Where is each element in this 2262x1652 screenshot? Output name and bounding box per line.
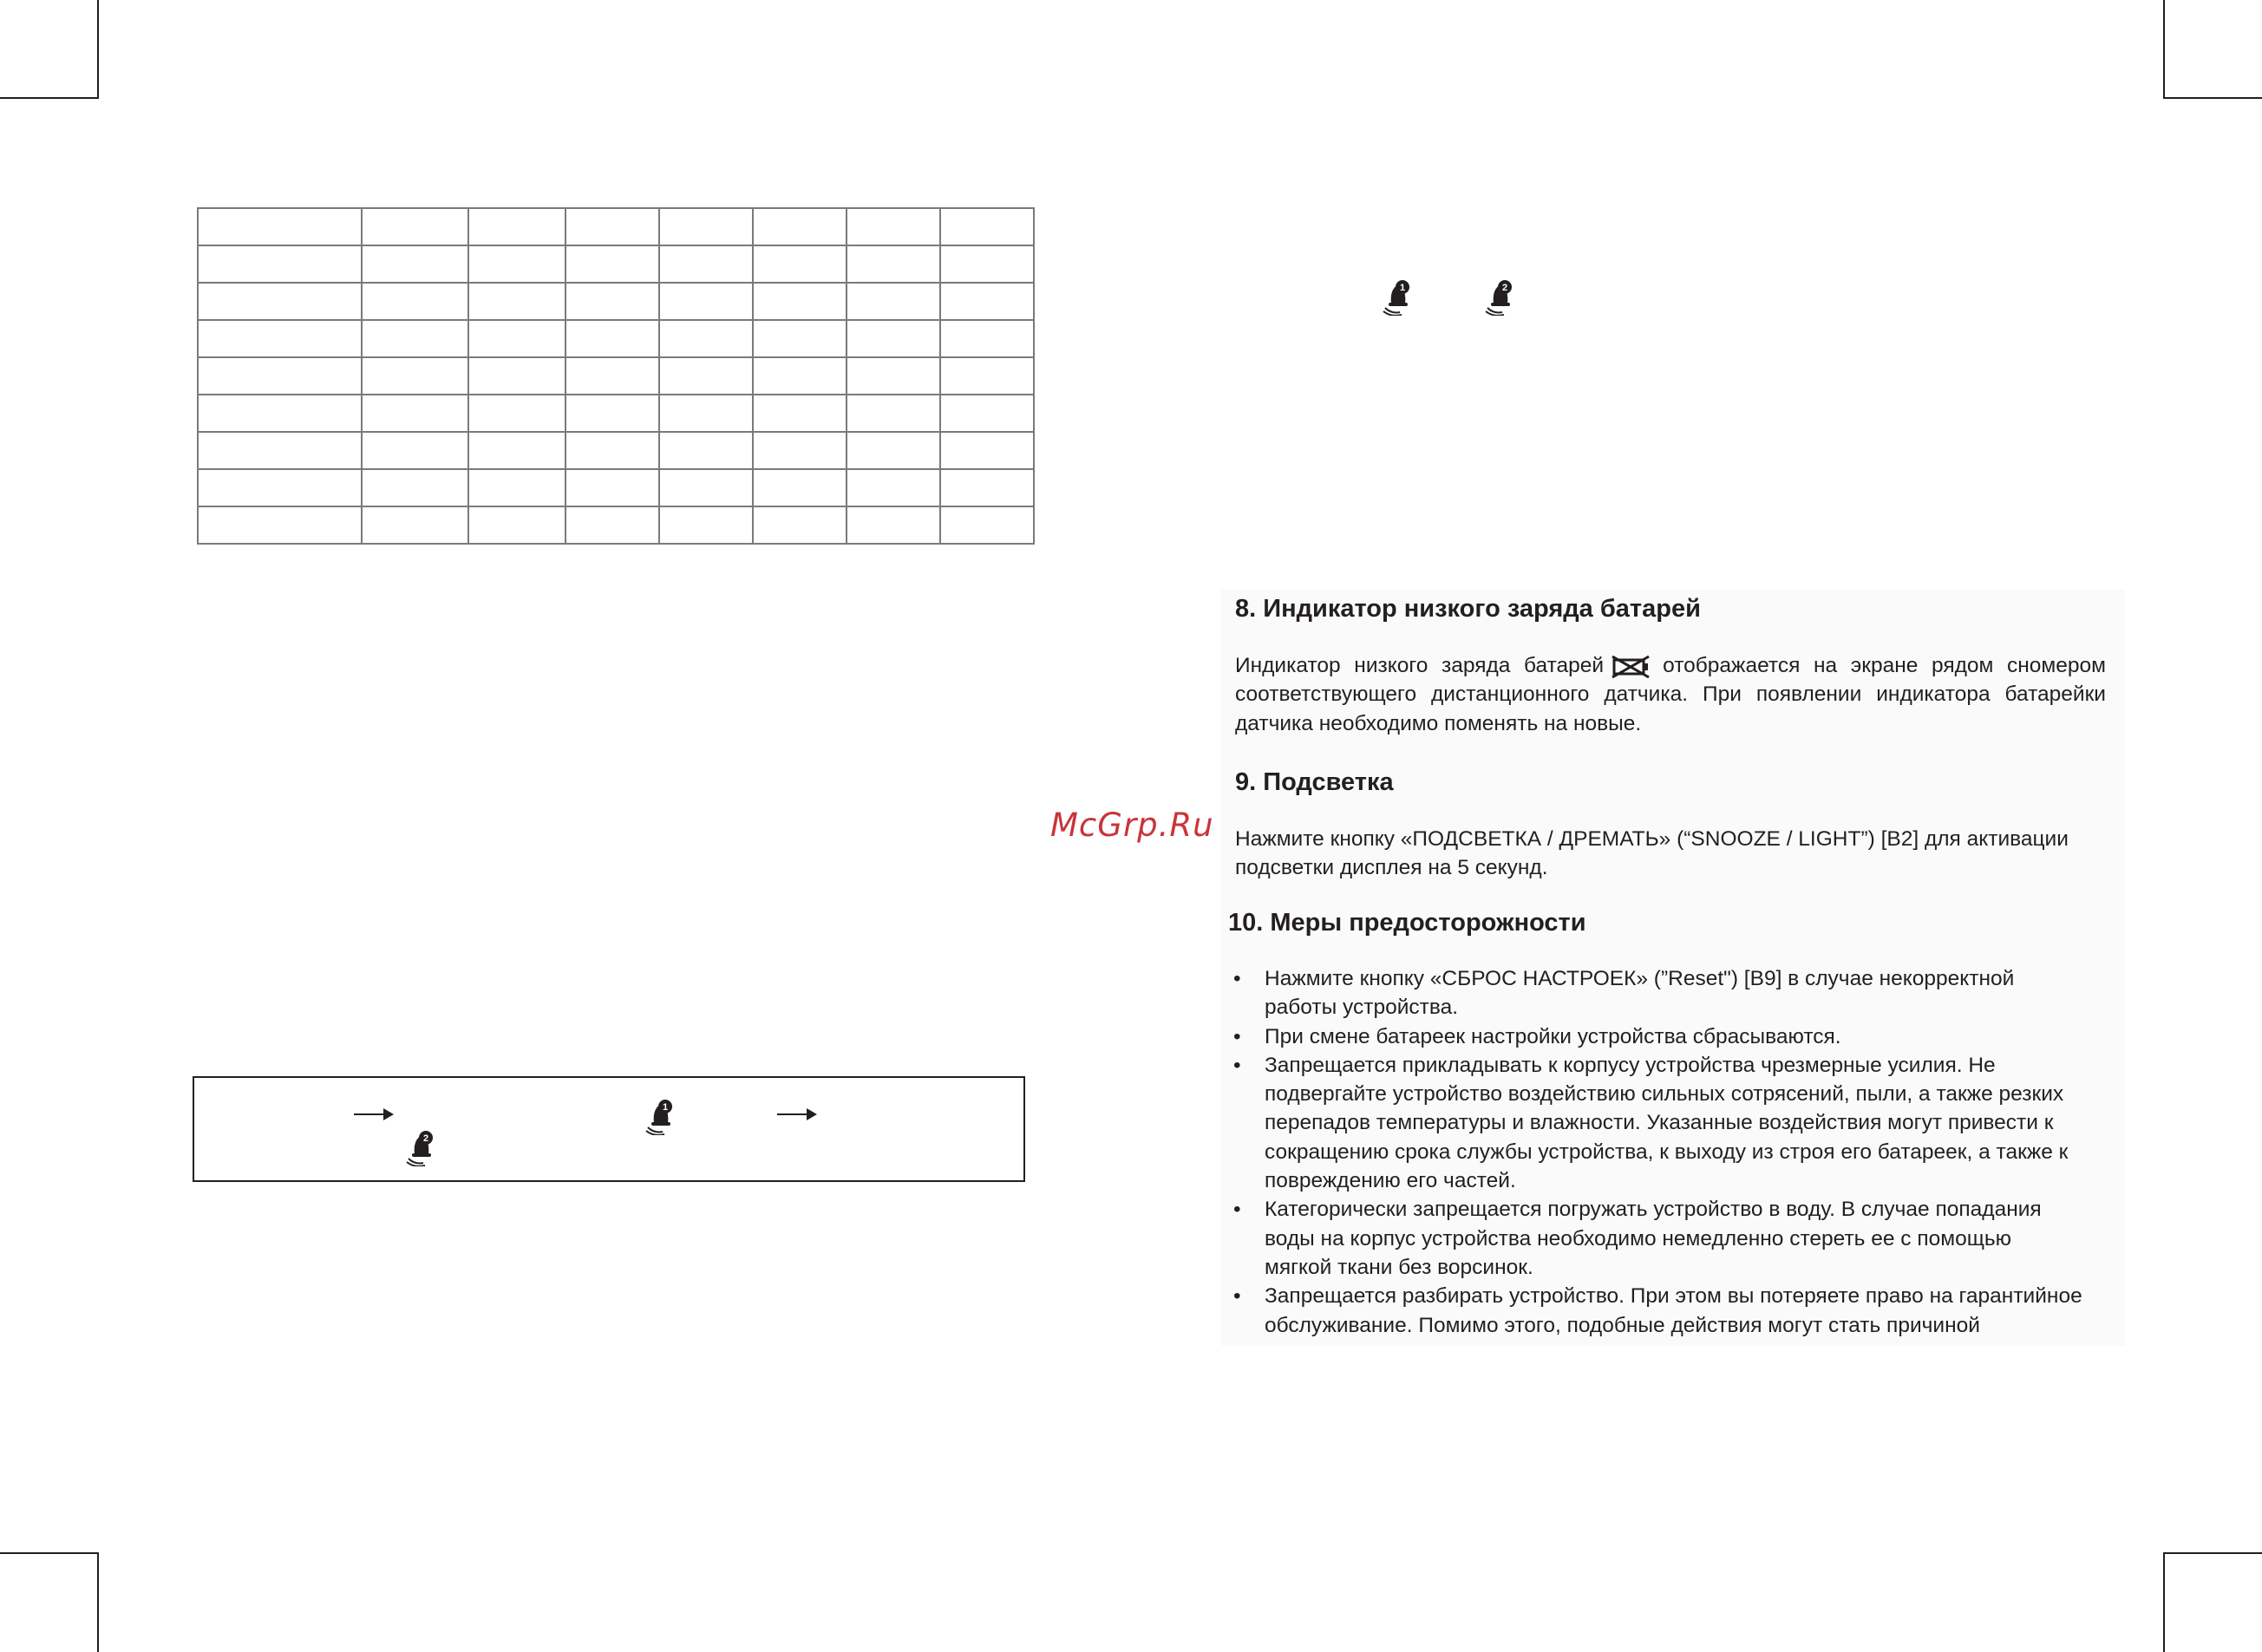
table-cell (362, 469, 468, 506)
table-cell (940, 320, 1034, 357)
table-cell (566, 320, 659, 357)
crop-mark (2163, 1552, 2165, 1652)
table-cell (940, 506, 1034, 544)
table-cell (753, 432, 847, 469)
list-item: • Запрещается разбирать устройство. При этом вы потеряете право на гарантийное обслуживание. Помимо этого, подобные действия могут стать причиной (1232, 1282, 2125, 1340)
table-cell (847, 208, 940, 245)
table-cell (847, 395, 940, 432)
table-cell (659, 469, 753, 506)
table-cell (940, 283, 1034, 320)
table-cell (468, 432, 566, 469)
svg-text:2: 2 (422, 1133, 429, 1144)
table-row (198, 283, 1034, 320)
table-cell (659, 320, 753, 357)
table-cell (566, 245, 659, 283)
table-row (198, 245, 1034, 283)
crop-mark (2163, 97, 2262, 99)
crop-mark (0, 1552, 99, 1554)
alarm-bell-1-icon (644, 1097, 678, 1135)
table-cell (940, 432, 1034, 469)
section-body-text: Индикатор низкого заряда батарей (1235, 654, 1605, 677)
table-cell (847, 506, 940, 544)
table-cell (940, 245, 1034, 283)
table-cell (659, 506, 753, 544)
table-row (198, 506, 1034, 544)
table-cell (198, 432, 362, 469)
empty-table (197, 207, 1035, 545)
table-cell (198, 469, 362, 506)
low-battery-icon (1611, 655, 1651, 679)
alarm-bell-2-icon (404, 1128, 439, 1166)
table-cell (566, 283, 659, 320)
right-arrow-icon (354, 1113, 392, 1115)
table-cell (566, 208, 659, 245)
table-row (198, 395, 1034, 432)
table-cell (198, 395, 362, 432)
table-cell (566, 395, 659, 432)
table-cell (198, 208, 362, 245)
table-cell (566, 506, 659, 544)
svg-text:1: 1 (662, 1102, 669, 1113)
table-cell (659, 432, 753, 469)
table-cell (468, 283, 566, 320)
table-cell (753, 357, 847, 395)
table-cell (468, 320, 566, 357)
table-row (198, 208, 1034, 245)
svg-text:2: 2 (1501, 283, 1508, 293)
table-cell (362, 357, 468, 395)
section-title: 10. Меры предосторожности (1228, 909, 1586, 937)
crop-mark (0, 97, 99, 99)
table-cell (847, 357, 940, 395)
table-cell (566, 469, 659, 506)
crop-mark (97, 0, 99, 99)
table-cell (566, 432, 659, 469)
table-cell (468, 469, 566, 506)
table-cell (566, 357, 659, 395)
section-body (1235, 651, 2106, 738)
table-cell (362, 395, 468, 432)
table-cell (940, 357, 1034, 395)
table-cell (362, 320, 468, 357)
crop-mark (2163, 1552, 2262, 1554)
table-cell (940, 208, 1034, 245)
table-cell (198, 283, 362, 320)
table-row (198, 357, 1034, 395)
table-cell (198, 506, 362, 544)
table-cell (468, 208, 566, 245)
table-cell (468, 245, 566, 283)
table-cell (753, 208, 847, 245)
alarm-bell-2-icon (1483, 278, 1518, 316)
list-item: • Нажмите кнопку «СБРОС НАСТРОЕК» (”Reset") [B9] в случае некорректной работы устройства. (1232, 964, 2125, 1022)
table-cell (198, 320, 362, 357)
list-item: • При смене батареек настройки устройства сбрасываются. (1232, 1022, 2125, 1051)
table-cell (753, 469, 847, 506)
svg-text:1: 1 (1399, 283, 1406, 293)
crop-mark (2163, 0, 2165, 99)
table-cell (753, 395, 847, 432)
table-cell (940, 469, 1034, 506)
section-body-text: отображается на экране рядом сномером соответствующего дистанционного датчика. При появлении индикатора батарейки датчика необходимо поменять на новые. (1235, 654, 2106, 735)
table-cell (847, 245, 940, 283)
table-cell (198, 245, 362, 283)
table-cell (847, 283, 940, 320)
table-cell (362, 245, 468, 283)
table-cell (468, 357, 566, 395)
table-cell (362, 432, 468, 469)
table-row (198, 432, 1034, 469)
table-row (198, 469, 1034, 506)
table-cell (847, 320, 940, 357)
table-cell (659, 395, 753, 432)
table-cell (362, 283, 468, 320)
table-cell (753, 506, 847, 544)
section-title: 9. Подсветка (1235, 768, 1394, 796)
table-row (198, 320, 1034, 357)
table-cell (198, 357, 362, 395)
precautions-list (1232, 964, 2125, 1340)
right-arrow-icon (777, 1113, 815, 1115)
table-cell (468, 395, 566, 432)
table-cell (362, 208, 468, 245)
list-item: • Запрещается прикладывать к корпусу устройства чрезмерные усилия. Не подвергайте устройство воздействию сильных сотрясений, пыли, а также резких перепадов температуры и влажности. Указанные воздействия могут привести к сокращению срока службы устройства, к выходу из строя его батареек, а также к повреждению его частей. (1232, 1051, 2125, 1195)
table-cell (659, 245, 753, 283)
alarm-bell-1-icon (1381, 278, 1415, 316)
table-cell (659, 208, 753, 245)
crop-mark (97, 1552, 99, 1652)
table-cell (753, 245, 847, 283)
table-cell (753, 283, 847, 320)
list-item: • Категорически запрещается погружать устройство в воду. В случае попадания воды на корпус устройства необходимо немедленно стереть ее с помощью мягкой ткани без ворсинок. (1232, 1195, 2125, 1282)
table-cell (659, 357, 753, 395)
table-cell (468, 506, 566, 544)
section-body: Нажмите кнопку «ПОДСВЕТКА / ДРЕМАТЬ» (“SNOOZE / LIGHT”) [B2] для активации подсветки дисплея на 5 секунд. (1235, 827, 2069, 880)
table-cell (753, 320, 847, 357)
sequence-box (193, 1076, 1025, 1182)
table-cell (847, 469, 940, 506)
table-cell (847, 432, 940, 469)
table-cell (659, 283, 753, 320)
watermark: McGrp.Ru (1050, 806, 1214, 844)
section-title: 8. Индикатор низкого заряда батарей (1235, 595, 1701, 623)
table-cell (362, 506, 468, 544)
table-cell (940, 395, 1034, 432)
